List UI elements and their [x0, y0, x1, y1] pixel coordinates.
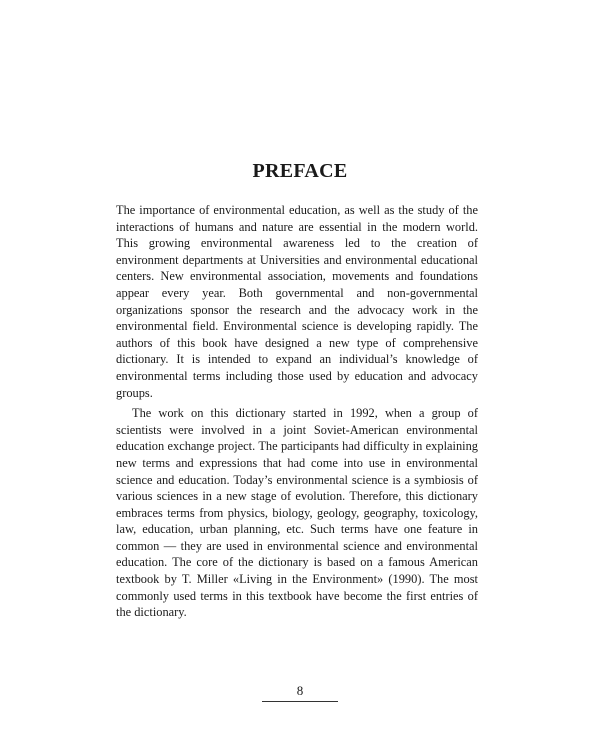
paragraph-2: The work on this dictionary started in 1992, when a group of scientists were involved in a joint Soviet-American environmental education exchange project. The participants had difficulty in explaining new terms and expressions that had come into use in environmental science and education. Today’s environmental science is a symbiosis of various sciences in a new stage of evolution. Therefore, this dictionary embraces terms from physics, biology, geology, geography, toxicology, law, education, urban planning, etc. Such terms have one feature in common — they are used in environmental science and environmental education. The core of the dictionary is based on a famous American textbook by T. Miller «Living in the Environment» (1990). The most commonly used terms in this textbook have become the first entries of the dictionary.	[116, 406, 478, 620]
body-text	[116, 202, 478, 621]
footer-rule	[262, 701, 338, 702]
page-footer	[0, 683, 600, 702]
page-title: PREFACE	[252, 160, 348, 182]
page-number: 8	[296, 683, 304, 698]
paragraph-1: The importance of environmental education, as well as the study of the interactions of humans and nature are essential in the modern world. This growing environmental awareness led to the creation of environment departments at Universities and environmental educational centers. New environmental association, movements and foundations appear every year. Both governmental and non-governmental organizations sponsor the research and the advocacy work in the environmental field. Environmental science is developing rapidly. The authors of this book have designed a new type of comprehensive dictionary. It is intended to expand an individual’s knowledge of environmental terms including those used by education and advocacy groups.	[116, 203, 478, 400]
